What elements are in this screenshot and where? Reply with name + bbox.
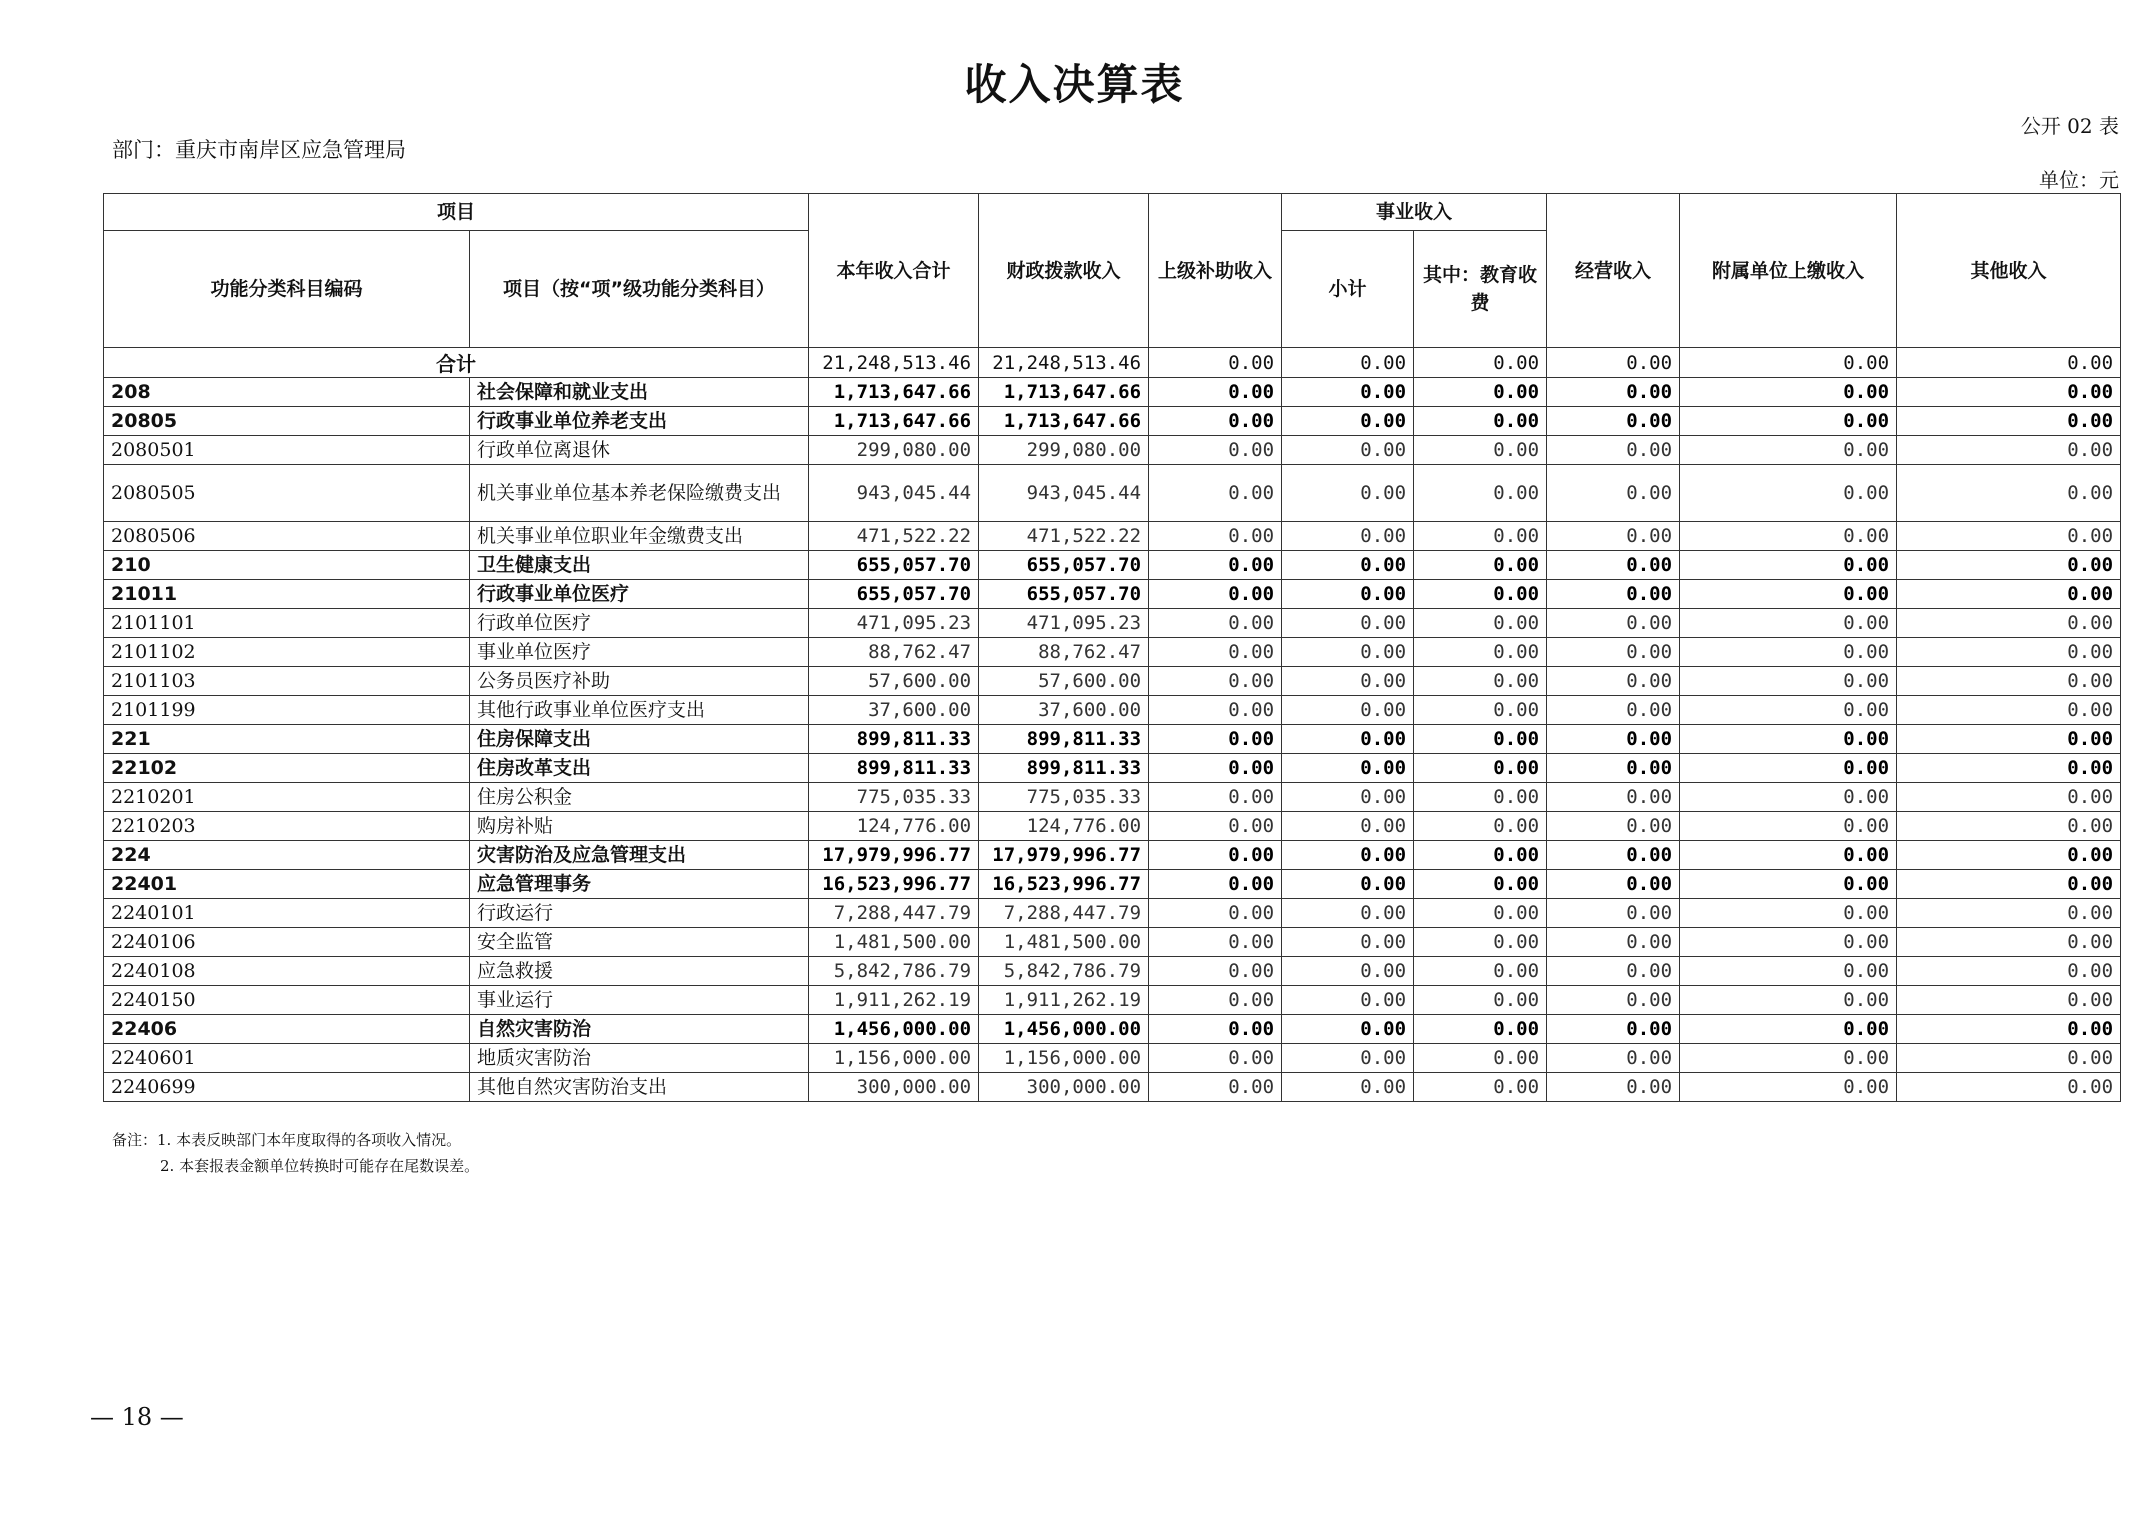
row-value: 17,979,996.77 xyxy=(809,841,979,870)
row-value: 5,842,786.79 xyxy=(809,957,979,986)
row-value: 0.00 xyxy=(1897,957,2121,986)
row-value: 0.00 xyxy=(1282,696,1414,725)
row-value: 124,776.00 xyxy=(809,812,979,841)
row-value: 0.00 xyxy=(1680,436,1897,465)
row-value: 0.00 xyxy=(1282,1015,1414,1044)
row-value: 0.00 xyxy=(1547,841,1680,870)
row-value: 0.00 xyxy=(1680,725,1897,754)
row-value: 0.00 xyxy=(1282,986,1414,1015)
note-line-1: 备注：1. 本表反映部门本年度取得的各项收入情况。 xyxy=(112,1131,462,1149)
row-value: 0.00 xyxy=(1282,465,1414,522)
row-value: 57,600.00 xyxy=(979,667,1149,696)
row-code: 2240101 xyxy=(104,899,470,928)
row-name: 购房补贴 xyxy=(470,812,809,841)
table-row xyxy=(104,986,2121,1015)
row-value: 471,522.22 xyxy=(979,522,1149,551)
row-value: 0.00 xyxy=(1282,725,1414,754)
row-value: 0.00 xyxy=(1149,841,1282,870)
table-row xyxy=(104,378,2121,407)
form-number: 公开 02 表 xyxy=(2020,114,2119,138)
row-value: 0.00 xyxy=(1414,957,1547,986)
row-value: 0.00 xyxy=(1547,725,1680,754)
row-value: 0.00 xyxy=(1897,1044,2121,1073)
row-value: 0.00 xyxy=(1414,928,1547,957)
table-row xyxy=(104,696,2121,725)
row-value: 300,000.00 xyxy=(979,1073,1149,1102)
row-value: 0.00 xyxy=(1149,1015,1282,1044)
row-name: 行政单位医疗 xyxy=(470,609,809,638)
row-value: 0.00 xyxy=(1547,378,1680,407)
unit-label: 单位：元 xyxy=(2039,168,2119,192)
row-code: 2240699 xyxy=(104,1073,470,1102)
row-code: 22102 xyxy=(104,754,470,783)
row-value: 0.00 xyxy=(1680,465,1897,522)
row-value: 0.00 xyxy=(1149,609,1282,638)
row-value: 0.00 xyxy=(1680,899,1897,928)
row-name: 安全监管 xyxy=(470,928,809,957)
row-name: 机关事业单位职业年金缴费支出 xyxy=(470,522,809,551)
row-value: 300,000.00 xyxy=(809,1073,979,1102)
row-name: 行政事业单位医疗 xyxy=(470,580,809,609)
row-value: 88,762.47 xyxy=(979,638,1149,667)
total-value: 0.00 xyxy=(1547,348,1680,378)
row-value: 1,911,262.19 xyxy=(979,986,1149,1015)
row-name: 行政单位离退休 xyxy=(470,436,809,465)
table-row xyxy=(104,667,2121,696)
row-value: 943,045.44 xyxy=(979,465,1149,522)
notes xyxy=(112,1127,479,1179)
row-code: 2080505 xyxy=(104,465,470,522)
table-row xyxy=(104,725,2121,754)
total-value: 21,248,513.46 xyxy=(979,348,1149,378)
row-value: 37,600.00 xyxy=(979,696,1149,725)
row-value: 0.00 xyxy=(1414,522,1547,551)
row-value: 0.00 xyxy=(1680,580,1897,609)
row-name: 灾害防治及应急管理支出 xyxy=(470,841,809,870)
row-value: 0.00 xyxy=(1547,1015,1680,1044)
row-value: 0.00 xyxy=(1414,436,1547,465)
page-title: 收入决算表 xyxy=(964,60,1185,109)
row-code: 2101101 xyxy=(104,609,470,638)
row-value: 0.00 xyxy=(1547,812,1680,841)
row-value: 0.00 xyxy=(1282,638,1414,667)
row-name: 行政运行 xyxy=(470,899,809,928)
row-code: 2210203 xyxy=(104,812,470,841)
header-fiscal: 财政拨款收入 xyxy=(979,194,1149,348)
row-value: 0.00 xyxy=(1414,841,1547,870)
row-value: 899,811.33 xyxy=(809,754,979,783)
row-value: 0.00 xyxy=(1414,378,1547,407)
row-value: 0.00 xyxy=(1897,812,2121,841)
row-value: 0.00 xyxy=(1897,841,2121,870)
row-value: 0.00 xyxy=(1897,899,2121,928)
row-value: 0.00 xyxy=(1680,957,1897,986)
row-name: 社会保障和就业支出 xyxy=(470,378,809,407)
row-value: 0.00 xyxy=(1547,667,1680,696)
row-value: 471,095.23 xyxy=(809,609,979,638)
row-value: 0.00 xyxy=(1149,696,1282,725)
row-value: 0.00 xyxy=(1282,667,1414,696)
row-value: 0.00 xyxy=(1149,754,1282,783)
row-code: 210 xyxy=(104,551,470,580)
row-value: 0.00 xyxy=(1414,899,1547,928)
header-subtotal: 小计 xyxy=(1282,231,1414,348)
row-value: 0.00 xyxy=(1547,551,1680,580)
row-value: 0.00 xyxy=(1897,870,2121,899)
row-value: 0.00 xyxy=(1282,957,1414,986)
row-value: 0.00 xyxy=(1282,522,1414,551)
row-value: 5,842,786.79 xyxy=(979,957,1149,986)
row-value: 655,057.70 xyxy=(809,580,979,609)
header-operating: 经营收入 xyxy=(1547,194,1680,348)
row-value: 655,057.70 xyxy=(809,551,979,580)
row-value: 0.00 xyxy=(1547,783,1680,812)
row-value: 0.00 xyxy=(1897,580,2121,609)
row-value: 0.00 xyxy=(1680,522,1897,551)
row-value: 0.00 xyxy=(1680,667,1897,696)
table-row xyxy=(104,522,2121,551)
table-row xyxy=(104,783,2121,812)
row-value: 0.00 xyxy=(1414,986,1547,1015)
row-value: 0.00 xyxy=(1149,986,1282,1015)
row-value: 0.00 xyxy=(1897,522,2121,551)
table-row xyxy=(104,899,2121,928)
row-value: 0.00 xyxy=(1680,378,1897,407)
row-value: 0.00 xyxy=(1414,696,1547,725)
row-code: 2101199 xyxy=(104,696,470,725)
table-row xyxy=(104,1044,2121,1073)
income-table xyxy=(103,193,2121,1102)
row-value: 299,080.00 xyxy=(809,436,979,465)
row-value: 0.00 xyxy=(1680,783,1897,812)
row-value: 0.00 xyxy=(1282,609,1414,638)
row-value: 0.00 xyxy=(1680,812,1897,841)
row-value: 0.00 xyxy=(1897,609,2121,638)
row-value: 0.00 xyxy=(1414,1044,1547,1073)
table-row xyxy=(104,638,2121,667)
row-value: 0.00 xyxy=(1414,1015,1547,1044)
row-code: 2240150 xyxy=(104,986,470,1015)
header-project-group: 项目 xyxy=(104,194,809,231)
row-value: 0.00 xyxy=(1547,580,1680,609)
row-code: 20805 xyxy=(104,407,470,436)
row-name: 其他自然灾害防治支出 xyxy=(470,1073,809,1102)
row-value: 1,713,647.66 xyxy=(809,378,979,407)
row-name: 应急救援 xyxy=(470,957,809,986)
row-value: 899,811.33 xyxy=(809,725,979,754)
row-value: 0.00 xyxy=(1897,725,2121,754)
row-value: 0.00 xyxy=(1414,812,1547,841)
row-value: 0.00 xyxy=(1897,378,2121,407)
row-value: 775,035.33 xyxy=(979,783,1149,812)
table-row xyxy=(104,928,2121,957)
row-value: 0.00 xyxy=(1547,522,1680,551)
row-value: 471,522.22 xyxy=(809,522,979,551)
row-value: 0.00 xyxy=(1149,725,1282,754)
row-value: 1,481,500.00 xyxy=(979,928,1149,957)
row-value: 17,979,996.77 xyxy=(979,841,1149,870)
row-value: 471,095.23 xyxy=(979,609,1149,638)
row-code: 2240108 xyxy=(104,957,470,986)
row-value: 0.00 xyxy=(1680,1015,1897,1044)
row-name: 地质灾害防治 xyxy=(470,1044,809,1073)
row-value: 0.00 xyxy=(1149,638,1282,667)
row-value: 299,080.00 xyxy=(979,436,1149,465)
header-other: 其他收入 xyxy=(1897,194,2121,348)
header-total-income: 本年收入合计 xyxy=(809,194,979,348)
header-education-fee: 其中：教育收费 xyxy=(1414,231,1547,348)
row-value: 0.00 xyxy=(1680,638,1897,667)
total-value: 0.00 xyxy=(1897,348,2121,378)
row-value: 0.00 xyxy=(1414,638,1547,667)
total-value: 0.00 xyxy=(1149,348,1282,378)
row-value: 0.00 xyxy=(1282,870,1414,899)
row-name: 事业运行 xyxy=(470,986,809,1015)
row-value: 0.00 xyxy=(1547,638,1680,667)
page-number: — 18 — xyxy=(90,1403,184,1431)
row-code: 2080506 xyxy=(104,522,470,551)
row-value: 0.00 xyxy=(1547,1073,1680,1102)
header-code: 功能分类科目编码 xyxy=(104,231,470,348)
row-value: 0.00 xyxy=(1680,928,1897,957)
row-value: 0.00 xyxy=(1149,957,1282,986)
row-value: 0.00 xyxy=(1680,551,1897,580)
row-value: 0.00 xyxy=(1680,1044,1897,1073)
row-value: 0.00 xyxy=(1149,1073,1282,1102)
row-value: 0.00 xyxy=(1149,551,1282,580)
header-name: 项目（按“项”级功能分类科目） xyxy=(470,231,809,348)
row-value: 0.00 xyxy=(1282,1044,1414,1073)
row-value: 0.00 xyxy=(1282,841,1414,870)
table-row xyxy=(104,436,2121,465)
row-value: 0.00 xyxy=(1414,725,1547,754)
row-value: 0.00 xyxy=(1680,609,1897,638)
row-name: 机关事业单位基本养老保险缴费支出 xyxy=(470,465,809,522)
total-value: 0.00 xyxy=(1282,348,1414,378)
row-value: 0.00 xyxy=(1149,465,1282,522)
row-value: 0.00 xyxy=(1282,1073,1414,1102)
row-value: 0.00 xyxy=(1414,754,1547,783)
row-name: 自然灾害防治 xyxy=(470,1015,809,1044)
row-value: 0.00 xyxy=(1414,465,1547,522)
row-value: 0.00 xyxy=(1547,928,1680,957)
table-row xyxy=(104,609,2121,638)
row-value: 0.00 xyxy=(1149,870,1282,899)
header-affiliated: 附属单位上缴收入 xyxy=(1680,194,1897,348)
row-value: 0.00 xyxy=(1414,667,1547,696)
row-value: 0.00 xyxy=(1149,783,1282,812)
row-value: 0.00 xyxy=(1282,783,1414,812)
total-value: 0.00 xyxy=(1680,348,1897,378)
row-value: 0.00 xyxy=(1897,1015,2121,1044)
row-value: 0.00 xyxy=(1282,580,1414,609)
table-row xyxy=(104,870,2121,899)
row-value: 0.00 xyxy=(1149,812,1282,841)
row-value: 0.00 xyxy=(1680,870,1897,899)
row-value: 124,776.00 xyxy=(979,812,1149,841)
row-value: 0.00 xyxy=(1897,436,2121,465)
row-value: 899,811.33 xyxy=(979,725,1149,754)
row-value: 0.00 xyxy=(1680,407,1897,436)
row-value: 0.00 xyxy=(1897,986,2121,1015)
row-value: 0.00 xyxy=(1897,783,2121,812)
row-value: 0.00 xyxy=(1547,957,1680,986)
row-value: 0.00 xyxy=(1547,465,1680,522)
total-row xyxy=(104,348,2121,378)
row-value: 775,035.33 xyxy=(809,783,979,812)
table-row xyxy=(104,754,2121,783)
table-row xyxy=(104,465,2121,522)
row-value: 0.00 xyxy=(1680,1073,1897,1102)
row-value: 655,057.70 xyxy=(979,551,1149,580)
row-value: 0.00 xyxy=(1149,436,1282,465)
row-value: 16,523,996.77 xyxy=(979,870,1149,899)
row-value: 0.00 xyxy=(1547,609,1680,638)
row-value: 0.00 xyxy=(1414,870,1547,899)
row-value: 0.00 xyxy=(1897,667,2121,696)
row-value: 0.00 xyxy=(1680,696,1897,725)
row-value: 16,523,996.77 xyxy=(809,870,979,899)
row-value: 0.00 xyxy=(1897,638,2121,667)
row-value: 1,713,647.66 xyxy=(979,407,1149,436)
row-code: 224 xyxy=(104,841,470,870)
note-line-2: 2. 本套报表金额单位转换时可能存在尾数误差。 xyxy=(160,1157,480,1175)
row-name: 事业单位医疗 xyxy=(470,638,809,667)
row-value: 0.00 xyxy=(1897,754,2121,783)
row-value: 7,288,447.79 xyxy=(979,899,1149,928)
row-value: 0.00 xyxy=(1149,580,1282,609)
row-value: 0.00 xyxy=(1282,407,1414,436)
row-code: 2101103 xyxy=(104,667,470,696)
table-row xyxy=(104,580,2121,609)
row-value: 0.00 xyxy=(1282,378,1414,407)
row-code: 2080501 xyxy=(104,436,470,465)
row-name: 住房保障支出 xyxy=(470,725,809,754)
row-value: 0.00 xyxy=(1547,754,1680,783)
total-label: 合计 xyxy=(104,348,809,378)
row-value: 1,713,647.66 xyxy=(979,378,1149,407)
row-value: 0.00 xyxy=(1414,551,1547,580)
row-name: 卫生健康支出 xyxy=(470,551,809,580)
row-value: 0.00 xyxy=(1897,551,2121,580)
row-code: 22406 xyxy=(104,1015,470,1044)
row-value: 0.00 xyxy=(1547,696,1680,725)
row-code: 208 xyxy=(104,378,470,407)
row-value: 1,456,000.00 xyxy=(979,1015,1149,1044)
row-value: 0.00 xyxy=(1680,841,1897,870)
row-value: 0.00 xyxy=(1149,928,1282,957)
row-value: 0.00 xyxy=(1897,465,2121,522)
department-label: 部门：重庆市南岸区应急管理局 xyxy=(112,138,406,162)
row-value: 0.00 xyxy=(1414,783,1547,812)
row-value: 0.00 xyxy=(1282,551,1414,580)
row-value: 0.00 xyxy=(1282,812,1414,841)
row-value: 1,713,647.66 xyxy=(809,407,979,436)
row-value: 0.00 xyxy=(1149,1044,1282,1073)
row-value: 0.00 xyxy=(1282,754,1414,783)
row-name: 行政事业单位养老支出 xyxy=(470,407,809,436)
row-value: 0.00 xyxy=(1414,407,1547,436)
total-value: 0.00 xyxy=(1414,348,1547,378)
row-value: 0.00 xyxy=(1897,696,2121,725)
row-value: 0.00 xyxy=(1149,378,1282,407)
table-row xyxy=(104,1073,2121,1102)
row-value: 37,600.00 xyxy=(809,696,979,725)
total-value: 21,248,513.46 xyxy=(809,348,979,378)
row-name: 公务员医疗补助 xyxy=(470,667,809,696)
row-value: 0.00 xyxy=(1897,407,2121,436)
row-code: 2240106 xyxy=(104,928,470,957)
row-value: 1,156,000.00 xyxy=(979,1044,1149,1073)
row-value: 1,481,500.00 xyxy=(809,928,979,957)
row-value: 0.00 xyxy=(1547,436,1680,465)
row-code: 221 xyxy=(104,725,470,754)
row-value: 0.00 xyxy=(1149,899,1282,928)
row-value: 7,288,447.79 xyxy=(809,899,979,928)
row-value: 57,600.00 xyxy=(809,667,979,696)
row-value: 0.00 xyxy=(1282,436,1414,465)
row-code: 2210201 xyxy=(104,783,470,812)
row-value: 0.00 xyxy=(1149,667,1282,696)
row-value: 943,045.44 xyxy=(809,465,979,522)
header-business-group: 事业收入 xyxy=(1282,194,1547,231)
row-name: 其他行政事业单位医疗支出 xyxy=(470,696,809,725)
row-name: 住房公积金 xyxy=(470,783,809,812)
row-value: 0.00 xyxy=(1282,899,1414,928)
row-value: 0.00 xyxy=(1547,1044,1680,1073)
row-value: 1,911,262.19 xyxy=(809,986,979,1015)
row-value: 0.00 xyxy=(1547,870,1680,899)
row-value: 0.00 xyxy=(1680,754,1897,783)
table-row xyxy=(104,551,2121,580)
row-value: 0.00 xyxy=(1414,1073,1547,1102)
row-value: 0.00 xyxy=(1897,928,2121,957)
table-row xyxy=(104,841,2121,870)
row-value: 0.00 xyxy=(1897,1073,2121,1102)
row-value: 1,156,000.00 xyxy=(809,1044,979,1073)
table-row xyxy=(104,957,2121,986)
table-row xyxy=(104,1015,2121,1044)
row-name: 住房改革支出 xyxy=(470,754,809,783)
row-value: 899,811.33 xyxy=(979,754,1149,783)
table-row xyxy=(104,407,2121,436)
row-value: 1,456,000.00 xyxy=(809,1015,979,1044)
row-code: 2101102 xyxy=(104,638,470,667)
row-value: 0.00 xyxy=(1149,522,1282,551)
row-value: 0.00 xyxy=(1282,928,1414,957)
row-value: 88,762.47 xyxy=(809,638,979,667)
row-name: 应急管理事务 xyxy=(470,870,809,899)
row-value: 0.00 xyxy=(1547,407,1680,436)
row-value: 0.00 xyxy=(1149,407,1282,436)
row-value: 0.00 xyxy=(1547,899,1680,928)
row-value: 0.00 xyxy=(1680,986,1897,1015)
row-value: 0.00 xyxy=(1414,609,1547,638)
row-value: 0.00 xyxy=(1547,986,1680,1015)
row-code: 2240601 xyxy=(104,1044,470,1073)
row-value: 0.00 xyxy=(1414,580,1547,609)
row-value: 655,057.70 xyxy=(979,580,1149,609)
table-row xyxy=(104,812,2121,841)
row-code: 22401 xyxy=(104,870,470,899)
header-superior-subsidy: 上级补助收入 xyxy=(1149,194,1282,348)
row-code: 21011 xyxy=(104,580,470,609)
